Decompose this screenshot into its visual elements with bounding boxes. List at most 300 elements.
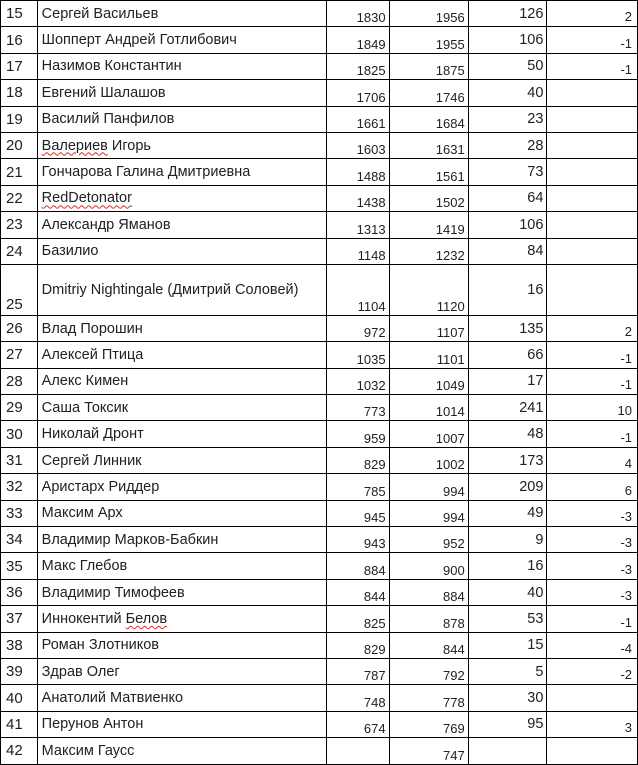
- value-c-cell[interactable]: [468, 579, 547, 605]
- value-a-cell[interactable]: [326, 159, 389, 185]
- value-a-cell[interactable]: [326, 238, 389, 264]
- name-cell-text: Шопперт Андрей Готлибович: [41, 32, 237, 49]
- value-b-cell-text: 778: [443, 694, 465, 710]
- value-a-cell[interactable]: [326, 132, 389, 158]
- value-a-cell[interactable]: [326, 315, 389, 341]
- rank-cell[interactable]: [1, 132, 38, 158]
- value-b-cell[interactable]: [389, 342, 468, 368]
- delta-cell[interactable]: [547, 500, 638, 526]
- value-b-cell[interactable]: [389, 315, 468, 341]
- delta-cell[interactable]: [547, 421, 638, 447]
- value-a-cell-text: 674: [363, 721, 386, 737]
- value-c-cell[interactable]: [468, 185, 547, 211]
- table-row: [1, 579, 638, 605]
- value-a-cell[interactable]: [326, 264, 389, 315]
- table-row: [1, 27, 638, 53]
- rank-cell-text: 37: [6, 610, 23, 628]
- rank-cell-text: 40: [6, 689, 23, 707]
- value-b-cell-text: 1101: [436, 351, 465, 367]
- rank-cell[interactable]: [1, 106, 38, 132]
- value-a-cell[interactable]: [326, 738, 389, 764]
- name-cell-text: Николай Дронт: [41, 426, 144, 443]
- rank-cell[interactable]: [1, 212, 38, 238]
- rank-cell[interactable]: [1, 53, 38, 79]
- value-b-cell-text: 844: [443, 641, 465, 657]
- delta-cell-text: 6: [624, 482, 632, 498]
- delta-cell[interactable]: [547, 238, 638, 264]
- name-cell-text: Алексей Птица: [41, 346, 144, 363]
- delta-cell-text: -1: [620, 429, 632, 445]
- delta-cell[interactable]: [547, 315, 638, 341]
- value-c-cell[interactable]: [468, 264, 547, 315]
- delta-cell[interactable]: [547, 185, 638, 211]
- delta-cell[interactable]: [547, 579, 638, 605]
- table-row: [1, 315, 638, 341]
- value-c-cell-text: 49: [527, 505, 544, 522]
- value-b-cell[interactable]: [389, 106, 468, 132]
- value-c-cell-text: 17: [527, 373, 544, 390]
- value-a-cell-text: 1661: [356, 115, 386, 131]
- name-cell-text: Василий Панфилов: [41, 111, 175, 128]
- rank-cell[interactable]: [1, 711, 38, 737]
- value-c-cell-text: 48: [527, 426, 544, 443]
- value-c-cell-text: 66: [527, 346, 544, 363]
- value-c-cell-text: 40: [527, 584, 544, 601]
- value-c-cell[interactable]: [468, 447, 547, 473]
- name-cell[interactable]: [37, 106, 326, 132]
- rank-cell-text: 16: [6, 31, 23, 49]
- value-b-cell-text: 1002: [435, 457, 465, 473]
- name-cell-text: RedDetonator: [41, 190, 132, 207]
- value-c-cell-text: 9: [535, 531, 544, 548]
- value-a-cell-text: 1313: [356, 221, 386, 237]
- name-cell[interactable]: [37, 342, 326, 368]
- value-b-cell-text: 1419: [435, 221, 465, 237]
- name-cell[interactable]: [37, 579, 326, 605]
- value-a-cell-text: 787: [363, 668, 386, 684]
- value-a-cell[interactable]: [326, 685, 389, 711]
- rank-cell[interactable]: [1, 447, 38, 473]
- delta-cell[interactable]: [547, 474, 638, 500]
- delta-cell[interactable]: [547, 80, 638, 106]
- table-row: [1, 421, 638, 447]
- rank-cell[interactable]: [1, 658, 38, 684]
- value-c-cell[interactable]: [468, 106, 547, 132]
- value-b-cell[interactable]: [389, 132, 468, 158]
- value-c-cell[interactable]: [468, 368, 547, 394]
- value-a-cell[interactable]: [326, 342, 389, 368]
- name-cell[interactable]: [37, 238, 326, 264]
- rank-cell[interactable]: [1, 421, 38, 447]
- value-c-cell[interactable]: [468, 553, 547, 579]
- table-row: [1, 738, 638, 764]
- value-a-cell[interactable]: [326, 421, 389, 447]
- value-c-cell[interactable]: [468, 527, 547, 553]
- value-c-cell-text: 95: [527, 716, 544, 733]
- value-a-cell-text: 1488: [356, 168, 386, 184]
- value-b-cell-text: 994: [443, 483, 465, 499]
- rank-cell-text: 33: [6, 504, 23, 522]
- table-row: [1, 447, 638, 473]
- value-a-cell-text: 829: [363, 457, 386, 473]
- table-row: [1, 342, 638, 368]
- name-cell-text: Алекс Кимен: [41, 373, 129, 390]
- table-row: [1, 159, 638, 185]
- value-a-cell-text: 825: [363, 615, 386, 631]
- value-a-cell[interactable]: [326, 395, 389, 421]
- name-cell[interactable]: [37, 27, 326, 53]
- delta-cell-text: 3: [624, 720, 632, 736]
- rating-table-body: [1, 1, 638, 765]
- value-c-cell[interactable]: [468, 212, 547, 238]
- value-b-cell[interactable]: [389, 264, 468, 315]
- value-a-cell[interactable]: [326, 553, 389, 579]
- value-b-cell[interactable]: [389, 421, 468, 447]
- value-a-cell-text: 1849: [356, 36, 386, 52]
- delta-cell-text: -4: [620, 640, 632, 656]
- value-a-cell-text: 1830: [356, 10, 386, 26]
- value-a-cell-text: 844: [363, 589, 386, 605]
- name-rest-part: Игорь: [107, 137, 151, 154]
- value-a-cell[interactable]: [326, 500, 389, 526]
- value-a-cell[interactable]: [326, 212, 389, 238]
- name-first-part: Иннокентий: [41, 610, 126, 627]
- value-b-cell-text: 1955: [435, 36, 465, 52]
- value-c-cell[interactable]: [468, 315, 547, 341]
- delta-cell[interactable]: [547, 527, 638, 553]
- name-cell-text: Евгений Шалашов: [41, 84, 166, 101]
- value-b-cell[interactable]: [389, 53, 468, 79]
- value-c-cell[interactable]: [468, 606, 547, 632]
- value-b-cell[interactable]: [389, 711, 468, 737]
- value-c-cell-text: 64: [527, 190, 544, 207]
- rank-cell[interactable]: [1, 368, 38, 394]
- name-cell-text: Максим Гаусс: [41, 742, 135, 759]
- value-c-cell-text: 40: [527, 84, 544, 101]
- value-c-cell-text: 50: [527, 58, 544, 75]
- name-cell[interactable]: [37, 632, 326, 658]
- rank-cell[interactable]: [1, 632, 38, 658]
- name-cell-text: Роман Злотников: [41, 637, 159, 654]
- value-c-cell[interactable]: [468, 658, 547, 684]
- name-cell-text: Dmitriy Nightingale (Дмитрий Соловей): [41, 281, 299, 298]
- value-c-cell-text: 126: [519, 5, 544, 22]
- delta-cell[interactable]: [547, 711, 638, 737]
- delta-cell[interactable]: [547, 447, 638, 473]
- value-b-cell[interactable]: [389, 606, 468, 632]
- rank-cell[interactable]: [1, 238, 38, 264]
- name-cell[interactable]: [37, 132, 326, 158]
- name-cell[interactable]: [37, 711, 326, 737]
- name-cell[interactable]: [37, 80, 326, 106]
- rank-cell[interactable]: [1, 27, 38, 53]
- delta-cell[interactable]: [547, 27, 638, 53]
- table-row: [1, 685, 638, 711]
- name-cell-text: Анатолий Матвиенко: [41, 690, 184, 707]
- delta-cell-text: -1: [620, 614, 632, 630]
- value-a-cell-text: 884: [363, 562, 386, 578]
- rank-cell-text: 20: [6, 137, 23, 155]
- delta-cell-text: -1: [620, 62, 632, 78]
- value-c-cell[interactable]: [468, 80, 547, 106]
- delta-cell[interactable]: [547, 658, 638, 684]
- rank-cell-text: 29: [6, 399, 23, 417]
- name-cell-text: Макс Глебов: [41, 558, 128, 575]
- name-cell[interactable]: [37, 606, 326, 632]
- table-row: [1, 606, 638, 632]
- value-a-cell[interactable]: [326, 1, 389, 27]
- table-row: [1, 395, 638, 421]
- value-c-cell-text: 16: [527, 558, 544, 575]
- name-cell[interactable]: [37, 474, 326, 500]
- value-c-cell[interactable]: [468, 711, 547, 737]
- rank-cell-text: 36: [6, 584, 23, 601]
- rank-cell-text: 32: [6, 478, 23, 496]
- table-row: [1, 264, 638, 315]
- delta-cell[interactable]: [547, 1, 638, 27]
- value-a-cell[interactable]: [326, 80, 389, 106]
- value-c-cell-text: 106: [519, 32, 544, 49]
- rank-cell[interactable]: [1, 738, 38, 764]
- name-cell[interactable]: [37, 553, 326, 579]
- delta-cell-text: 2: [624, 324, 632, 340]
- name-cell-text: Максим Арх: [41, 505, 123, 522]
- table-row: [1, 632, 638, 658]
- name-cell[interactable]: [37, 421, 326, 447]
- value-a-cell[interactable]: [326, 53, 389, 79]
- value-a-cell[interactable]: [326, 711, 389, 737]
- value-b-cell[interactable]: [389, 447, 468, 473]
- name-cell[interactable]: [37, 685, 326, 711]
- value-a-cell[interactable]: [326, 447, 389, 473]
- value-a-cell[interactable]: [326, 527, 389, 553]
- value-c-cell-text: 106: [519, 216, 544, 233]
- value-a-cell-text: 943: [363, 536, 386, 552]
- rank-cell[interactable]: [1, 606, 38, 632]
- rank-cell[interactable]: [1, 395, 38, 421]
- name-cell-text: [42, 611, 167, 627]
- rank-cell-text: 42: [6, 742, 23, 760]
- delta-cell[interactable]: [547, 264, 638, 315]
- rank-cell-text: 26: [6, 320, 23, 338]
- name-cell[interactable]: [37, 264, 326, 315]
- value-c-cell[interactable]: [468, 132, 547, 158]
- rank-cell-text: 28: [6, 372, 23, 390]
- delta-cell[interactable]: [547, 342, 638, 368]
- name-cell[interactable]: [37, 738, 326, 764]
- value-c-cell[interactable]: [468, 738, 547, 764]
- name-cell-text: Здрав Олег: [41, 663, 120, 680]
- value-c-cell[interactable]: [468, 238, 547, 264]
- delta-cell[interactable]: [547, 106, 638, 132]
- value-a-cell-text: 1438: [356, 195, 386, 211]
- value-a-cell[interactable]: [326, 368, 389, 394]
- rank-cell-text: 24: [6, 242, 23, 260]
- name-cell[interactable]: [37, 527, 326, 553]
- name-cell-text: Сергей Линник: [41, 452, 142, 469]
- rank-cell[interactable]: [1, 685, 38, 711]
- name-cell[interactable]: [37, 500, 326, 526]
- rank-cell[interactable]: [1, 159, 38, 185]
- delta-cell-text: -3: [620, 561, 632, 577]
- value-a-cell-text: 1104: [357, 298, 386, 314]
- value-c-cell[interactable]: [468, 500, 547, 526]
- value-c-cell-text: 173: [519, 452, 544, 469]
- name-cell[interactable]: [37, 212, 326, 238]
- rank-cell[interactable]: [1, 80, 38, 106]
- rank-cell-text: 39: [6, 663, 23, 681]
- value-b-cell[interactable]: [389, 395, 468, 421]
- value-a-cell[interactable]: [326, 579, 389, 605]
- rank-cell[interactable]: [1, 553, 38, 579]
- name-cell[interactable]: [37, 658, 326, 684]
- delta-cell[interactable]: [547, 685, 638, 711]
- rank-cell[interactable]: [1, 527, 38, 553]
- delta-cell[interactable]: [547, 553, 638, 579]
- delta-cell[interactable]: [547, 395, 638, 421]
- table-row: [1, 80, 638, 106]
- value-b-cell[interactable]: [389, 368, 468, 394]
- table-row: [1, 132, 638, 158]
- value-c-cell[interactable]: [468, 53, 547, 79]
- value-b-cell-text: 1684: [435, 115, 465, 131]
- delta-cell[interactable]: [547, 132, 638, 158]
- value-b-cell[interactable]: [389, 527, 468, 553]
- value-b-cell-text: 1014: [435, 404, 465, 420]
- rank-cell[interactable]: [1, 342, 38, 368]
- value-b-cell[interactable]: [389, 579, 468, 605]
- name-cell[interactable]: [37, 368, 326, 394]
- value-b-cell-text: 792: [443, 668, 465, 684]
- rank-cell[interactable]: [1, 500, 38, 526]
- value-a-cell-text: 829: [363, 641, 386, 657]
- name-cell[interactable]: [37, 159, 326, 185]
- value-c-cell[interactable]: [468, 632, 547, 658]
- value-b-cell[interactable]: [389, 159, 468, 185]
- table-row: [1, 1, 638, 27]
- table-row: [1, 711, 638, 737]
- value-b-cell[interactable]: [389, 658, 468, 684]
- rank-cell[interactable]: [1, 1, 38, 27]
- value-a-cell[interactable]: [326, 632, 389, 658]
- rank-cell-text: 17: [6, 57, 23, 75]
- rank-cell[interactable]: [1, 579, 38, 605]
- value-b-cell[interactable]: [389, 500, 468, 526]
- table-row: [1, 238, 638, 264]
- rank-cell[interactable]: [1, 474, 38, 500]
- value-b-cell-text: 900: [443, 562, 465, 578]
- rank-cell-text: 22: [6, 189, 23, 207]
- value-a-cell-text: 972: [363, 325, 386, 341]
- value-b-cell[interactable]: [389, 80, 468, 106]
- delta-cell[interactable]: [547, 632, 638, 658]
- rank-cell-text: 18: [6, 84, 23, 102]
- value-b-cell[interactable]: [389, 738, 468, 764]
- name-cell[interactable]: [37, 1, 326, 27]
- value-c-cell-text: 241: [519, 399, 544, 416]
- value-a-cell-text: 959: [363, 430, 386, 446]
- value-c-cell-text: 53: [527, 610, 544, 627]
- table-row: [1, 527, 638, 553]
- value-b-cell-text: 1956: [435, 10, 465, 26]
- value-b-cell-text: 1120: [436, 298, 465, 314]
- value-a-cell-text: 1148: [357, 247, 386, 263]
- value-b-cell[interactable]: [389, 632, 468, 658]
- delta-cell-text: 2: [624, 9, 632, 25]
- value-a-cell[interactable]: [326, 27, 389, 53]
- value-c-cell[interactable]: [468, 395, 547, 421]
- name-cell[interactable]: [37, 53, 326, 79]
- value-b-cell[interactable]: [389, 553, 468, 579]
- value-a-cell-text: 945: [363, 510, 386, 526]
- value-a-cell-text: 1706: [356, 89, 386, 105]
- value-b-cell[interactable]: [389, 474, 468, 500]
- rank-cell-text: 41: [6, 715, 23, 733]
- table-row: [1, 658, 638, 684]
- value-a-cell-text: 785: [363, 483, 386, 499]
- delta-cell[interactable]: [547, 368, 638, 394]
- name-cell[interactable]: [37, 315, 326, 341]
- delta-cell-text: -2: [620, 667, 632, 683]
- value-a-cell[interactable]: [326, 474, 389, 500]
- value-b-cell-text: 1007: [435, 430, 465, 446]
- rank-cell-text: 34: [6, 531, 23, 549]
- table-row: [1, 212, 638, 238]
- value-c-cell[interactable]: [468, 685, 547, 711]
- value-c-cell[interactable]: [468, 159, 547, 185]
- name-cell[interactable]: [37, 185, 326, 211]
- delta-cell[interactable]: [547, 53, 638, 79]
- name-cell-text: Гончарова Галина Дмитриевна: [41, 164, 251, 181]
- value-a-cell[interactable]: [326, 106, 389, 132]
- name-cell[interactable]: [37, 395, 326, 421]
- value-b-cell[interactable]: [389, 685, 468, 711]
- value-c-cell[interactable]: [468, 342, 547, 368]
- delta-cell[interactable]: [547, 738, 638, 764]
- value-a-cell[interactable]: [326, 185, 389, 211]
- name-cell-text: Аристарх Риддер: [41, 478, 160, 495]
- value-b-cell[interactable]: [389, 1, 468, 27]
- name-cell-text: Перунов Антон: [41, 716, 144, 733]
- delta-cell[interactable]: [547, 606, 638, 632]
- rank-cell[interactable]: [1, 315, 38, 341]
- name-cell-text: Назимов Константин: [41, 58, 182, 75]
- name-cell[interactable]: [37, 447, 326, 473]
- value-a-cell[interactable]: [326, 658, 389, 684]
- value-b-cell[interactable]: [389, 212, 468, 238]
- value-b-cell-text: 1049: [435, 378, 465, 394]
- rank-cell[interactable]: [1, 185, 38, 211]
- rank-cell-text: 31: [6, 452, 23, 470]
- delta-cell[interactable]: [547, 212, 638, 238]
- name-cell-text: Александр Яманов: [41, 216, 171, 233]
- value-c-cell[interactable]: [468, 1, 547, 27]
- value-c-cell-text: 73: [527, 164, 544, 181]
- value-c-cell[interactable]: [468, 421, 547, 447]
- value-b-cell[interactable]: [389, 185, 468, 211]
- table-row: [1, 474, 638, 500]
- value-a-cell[interactable]: [326, 606, 389, 632]
- value-b-cell-text: 1561: [435, 168, 465, 184]
- value-b-cell-text: 952: [443, 536, 465, 552]
- table-row: [1, 500, 638, 526]
- value-c-cell[interactable]: [468, 27, 547, 53]
- value-c-cell[interactable]: [468, 474, 547, 500]
- rank-cell[interactable]: [1, 264, 38, 315]
- value-b-cell[interactable]: [389, 238, 468, 264]
- value-b-cell[interactable]: [389, 27, 468, 53]
- delta-cell[interactable]: [547, 159, 638, 185]
